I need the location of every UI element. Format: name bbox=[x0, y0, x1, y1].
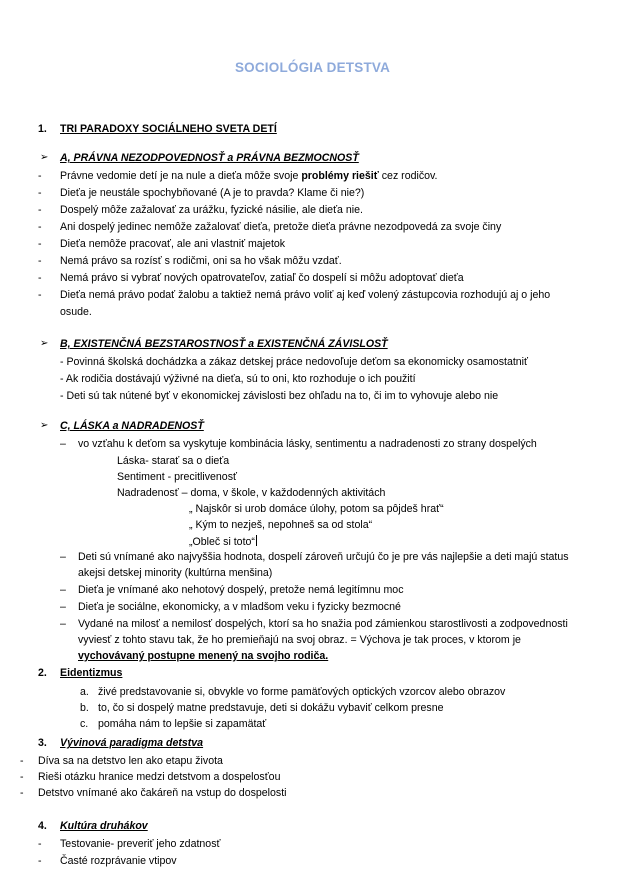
dash-bullet: - bbox=[38, 272, 42, 284]
list-item: to, čo si dospelý matne predstavuje, deti si dokážu vybaviť celkom presne bbox=[98, 702, 444, 714]
list-item: Nemá právo sa rozísť s rodičmi, oni sa ho však môžu vzdať. bbox=[60, 255, 342, 267]
list-item: Dospelý môže zažalovať za urážku, fyzické násilie, ale dieťa nie. bbox=[60, 204, 363, 216]
quote: „ Najskôr si urob domáce úlohy, potom sa pôjdeš hrať“ bbox=[189, 503, 444, 515]
list-item: Dieťa nemá právo podať žalobu a taktiež nemá právo voliť aj keď volený zástupcovia rozhodujú aj o jeho bbox=[60, 289, 551, 301]
dash-bullet: - bbox=[38, 221, 42, 233]
list-item: Vydané na milosť a nemilosť dospelých, ktorí sa ho snažia pod zámienkou starostlivosti a zodpovednosti bbox=[78, 618, 568, 630]
dash-bullet: – bbox=[60, 601, 66, 613]
section-3-heading: Vývinová paradigma detstva bbox=[60, 737, 204, 749]
dash-bullet: - bbox=[38, 187, 42, 199]
section-1-number: 1. bbox=[38, 123, 47, 135]
dash-bullet: - bbox=[38, 855, 42, 867]
text-cursor bbox=[256, 535, 257, 546]
section-3-number: 3. bbox=[38, 737, 47, 749]
list-item: Ani dospelý jedinec nemôže zažalovať dieťa, pretože dieťa právne nezodpovedá za svoje činy bbox=[60, 221, 502, 233]
dash-bullet: – bbox=[60, 584, 66, 596]
list-item-continuation: akejsi detskej minority (kultúrna menšina) bbox=[78, 567, 273, 579]
list-item-continuation: vychovávaný postupne menený na svojho rodiča. bbox=[78, 650, 329, 662]
arrow-bullet-icon: ➢ bbox=[40, 152, 49, 163]
list-item: Detstvo vnímané ako čakáreň na vstup do dospelosti bbox=[38, 787, 287, 799]
dash-bullet: - bbox=[38, 289, 42, 301]
definition-sentiment: Sentiment - precitlivenosť bbox=[117, 471, 237, 483]
list-marker: a. bbox=[80, 686, 89, 698]
list-item: pomáha nám to lepšie si zapamätať bbox=[98, 718, 267, 730]
subsection-c-heading: C, LÁSKA a NADRADENOSŤ bbox=[60, 420, 204, 432]
subsection-a-heading: A, PRÁVNA NEZODPOVEDNOSŤ a PRÁVNA BEZMOCNOSŤ bbox=[60, 152, 359, 164]
quote: „ Kým to nezješ, nepohneš sa od stola“ bbox=[189, 519, 373, 531]
arrow-bullet-icon: ➢ bbox=[40, 338, 49, 349]
dash-bullet: - bbox=[38, 255, 42, 267]
list-item-continuation: osude. bbox=[60, 306, 92, 318]
section-2-number: 2. bbox=[38, 667, 47, 679]
list-item: Nemá právo si vybrať nových opatrovateľov, zatiaľ čo dospelí si môžu adoptovať dieťa bbox=[60, 272, 464, 284]
list-item-continuation: vyviesť z tohto stavu tak, že ho premieňajú na svoj obraz. = Výchova je tak proces, v ktorom je bbox=[78, 634, 521, 646]
section-2-heading: Eidentizmus bbox=[60, 667, 123, 679]
section-4-number: 4. bbox=[38, 820, 47, 832]
list-item: Časté rozprávanie vtipov bbox=[60, 855, 177, 867]
dash-bullet: - bbox=[20, 787, 24, 799]
list-item: Dieťa je vnímané ako nehotový dospelý, pretože nemá legitímnu moc bbox=[78, 584, 404, 596]
list-item: Testovanie- preveriť jeho zdatnosť bbox=[60, 838, 221, 850]
dash-bullet: - bbox=[38, 204, 42, 216]
list-item: vo vzťahu k deťom sa vyskytuje kombinácia lásky, sentimentu a nadradenosti zo strany dospelých bbox=[78, 438, 537, 450]
section-4-heading: Kultúra druhákov bbox=[60, 820, 148, 832]
list-item: živé predstavovanie si, obvykle vo forme pamäťových optických vzorcov alebo obrazov bbox=[98, 686, 506, 698]
dash-bullet: - bbox=[20, 771, 24, 783]
list-item: Dieťa je neustále spochybňované (A je to pravda? Klame či nie?) bbox=[60, 187, 365, 199]
subsection-b-heading: B, EXISTENČNÁ BEZSTAROSTNOSŤ a EXISTENČNÁ ZÁVISLOSŤ bbox=[60, 338, 388, 350]
list-item: Dieťa nemôže pracovať, ale ani vlastniť majetok bbox=[60, 238, 286, 250]
list-item: Deti sú vnímané ako najvyššia hodnota, dospelí zároveň určujú čo je pre vás najlepšie a deti majú status bbox=[78, 551, 569, 563]
dash-bullet: – bbox=[60, 438, 66, 450]
list-item: Rieši otázku hranice medzi detstvom a dospelosťou bbox=[38, 771, 281, 783]
list-item: - Deti sú tak nútené byť v ekonomickej závislosti bez ohľadu na to, či im to vyhovuje alebo nie bbox=[60, 390, 499, 402]
list-item: Dieťa je sociálne, ekonomicky, a v mladšom veku i fyzicky bezmocné bbox=[78, 601, 401, 613]
list-item: Právne vedomie detí je na nule a dieťa môže svoje problémy riešiť cez rodičov. bbox=[60, 170, 438, 182]
definition-nadradenost: Nadradenosť – doma, v škole, v každodenných aktivitách bbox=[117, 487, 386, 499]
dash-bullet: - bbox=[38, 170, 42, 182]
list-marker: c. bbox=[80, 718, 89, 730]
list-item: - Povinná školská dochádzka a zákaz detskej práce nedovoľuje deťom sa ekonomicky osamostatniť bbox=[60, 356, 528, 368]
dash-bullet: - bbox=[38, 838, 42, 850]
list-item: - Ak rodičia dostávajú výživné na dieťa, sú to oni, kto rozhoduje o ich použití bbox=[60, 373, 416, 385]
dash-bullet: – bbox=[60, 551, 66, 563]
arrow-bullet-icon: ➢ bbox=[40, 420, 49, 431]
list-marker: b. bbox=[80, 702, 89, 714]
definition-laska: Láska- starať sa o dieťa bbox=[117, 455, 230, 467]
dash-bullet: - bbox=[38, 238, 42, 250]
dash-bullet: - bbox=[20, 755, 24, 767]
quote: „Obleč si toto“ bbox=[189, 536, 255, 548]
dash-bullet: – bbox=[60, 618, 66, 630]
document-title: SOCIOLÓGIA DETSTVA bbox=[234, 60, 391, 75]
section-1-heading: TRI PARADOXY SOCIÁLNEHO SVETA DETÍ bbox=[60, 123, 277, 135]
list-item: Díva sa na detstvo len ako etapu života bbox=[38, 755, 223, 767]
